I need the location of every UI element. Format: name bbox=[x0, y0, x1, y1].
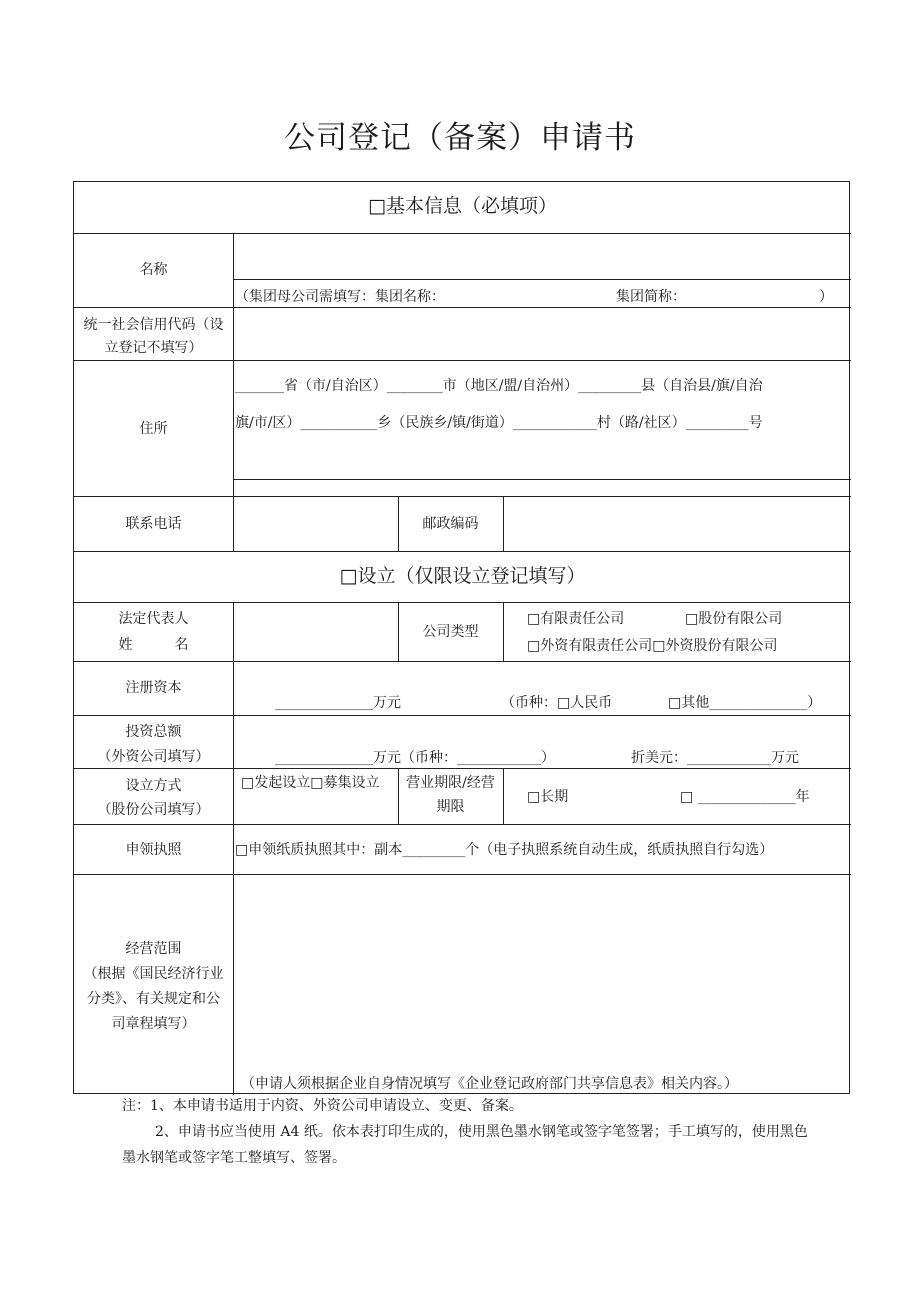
term-label-line2: 期限 bbox=[436, 799, 465, 815]
group-short-hint: 集团简称： bbox=[616, 289, 686, 305]
term-years[interactable]: □ ______________年 bbox=[680, 789, 810, 805]
note-line-3: 墨水钢笔或签字笔工整填写、签署。 bbox=[122, 1150, 346, 1166]
investment-value[interactable]: ______________万元（币种：____________） bbox=[275, 750, 555, 766]
group-hint-close: ） bbox=[819, 289, 833, 305]
investment-label-line2: （外资公司填写） bbox=[97, 749, 210, 765]
method-label-line2: （股份公司填写） bbox=[97, 802, 210, 818]
scope-label-line2: （根据《国民经济行业 bbox=[83, 966, 224, 982]
section-setup: □设立（仅限设立登记填写） bbox=[339, 565, 586, 587]
application-form-table bbox=[73, 181, 850, 1094]
capital-currency-rmb[interactable]: （币种：□人民币 bbox=[501, 695, 613, 711]
capital-value[interactable]: ______________万元 bbox=[275, 695, 401, 711]
scope-label-line1: 经营范围 bbox=[125, 941, 182, 957]
section-basic-info: □基本信息（必填项） bbox=[368, 195, 557, 217]
address-line-2[interactable]: 旗/市/区）___________乡（民族乡/镇/街道）____________村（路/社区）_________号 bbox=[235, 415, 763, 431]
legal-rep-field[interactable] bbox=[234, 603, 398, 661]
company-type-label: 公司类型 bbox=[422, 624, 479, 640]
phone-label: 联系电话 bbox=[125, 516, 182, 532]
type-option-llc[interactable]: □有限责任公司 bbox=[527, 611, 625, 627]
note-line-2: 2、申请书应当使用 A4 纸。依本表打印生成的，使用黑色墨水钢笔或签字笔签署；手工填写的，使用黑色 bbox=[155, 1124, 808, 1140]
group-name-hint: （集团母公司需填写：集团名称： bbox=[235, 289, 445, 305]
name-label: 名称 bbox=[139, 262, 168, 278]
postcode-label: 邮政编码 bbox=[422, 516, 479, 532]
term-long[interactable]: □长期 bbox=[527, 789, 569, 805]
postcode-field[interactable] bbox=[504, 497, 850, 551]
scope-label-line3: 分类》、有关规定和公 bbox=[87, 991, 220, 1007]
address-line-1[interactable]: _______省（市/自治区）________市（地区/盟/自治州）_________县（自治县/旗/自治 bbox=[235, 378, 763, 394]
term-label-line1: 营业期限/经营 bbox=[406, 775, 495, 791]
business-scope-field[interactable] bbox=[234, 875, 850, 1065]
license-options[interactable]: □申领纸质执照其中：副本_________个（电子执照系统自动生成，纸质执照自行勾选） bbox=[235, 842, 774, 858]
credit-code-label-line1: 统一社会信用代码（设 bbox=[83, 317, 224, 333]
method-options[interactable]: □发起设立□募集设立 bbox=[241, 775, 380, 791]
phone-field[interactable] bbox=[234, 497, 398, 551]
scope-note: （申请人须根据企业自身情况填写《企业登记政府部门共享信息表》相关内容。） bbox=[241, 1076, 738, 1092]
note-line-1: 注：1、本申请书适用于内资、外资公司申请设立、变更、备案。 bbox=[122, 1098, 523, 1114]
method-label-line1: 设立方式 bbox=[125, 778, 182, 794]
credit-code-label-line2: 立登记不填写） bbox=[104, 340, 203, 356]
license-label: 申领执照 bbox=[125, 842, 182, 858]
investment-usd[interactable]: 折美元：____________万元 bbox=[631, 750, 799, 766]
address-label: 住所 bbox=[139, 421, 168, 437]
legal-rep-label-line1: 法定代表人 bbox=[118, 611, 189, 627]
page-title: 公司登记（备案）申请书 bbox=[284, 120, 636, 156]
investment-label-line1: 投资总额 bbox=[125, 724, 182, 740]
type-option-joint-stock[interactable]: □股份有限公司 bbox=[685, 611, 783, 627]
capital-currency-other[interactable]: □其他______________） bbox=[668, 695, 822, 711]
credit-code-field[interactable] bbox=[234, 308, 850, 360]
type-option-foreign[interactable]: □外资有限责任公司□外资股份有限公司 bbox=[527, 638, 778, 654]
legal-rep-label-line2: 姓 名 bbox=[118, 637, 189, 653]
scope-label-line4: 司章程填写） bbox=[111, 1016, 196, 1032]
capital-label: 注册资本 bbox=[125, 680, 182, 696]
name-field[interactable] bbox=[234, 234, 850, 279]
